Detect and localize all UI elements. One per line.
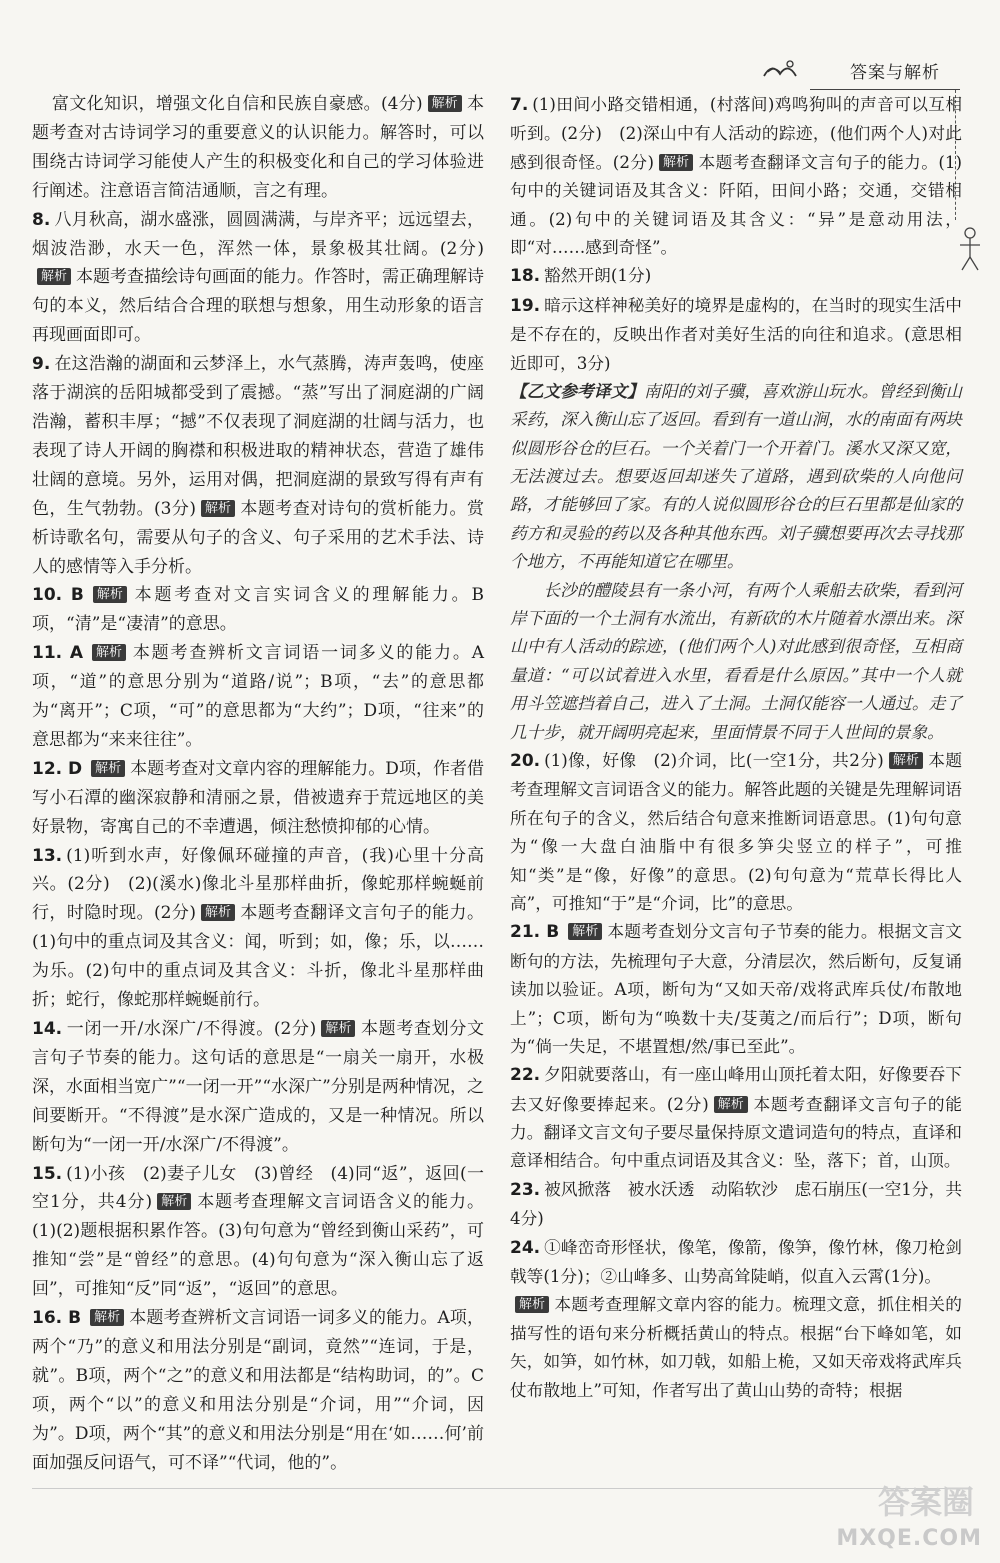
analysis-text: 本题考查辨析文言词语一词多义的能力。A项，“道”的意思分别为“道路/说”；B项，“去”的意思都为“离开”；C项，“可”的意思都为“大约”；D项，“往来”的意思都为“来来往往”。 (32, 643, 484, 750)
page-header (800, 50, 960, 90)
left-column (32, 90, 484, 1478)
answer-item-12 (32, 755, 484, 842)
analysis-text: 本题考查翻译文言句子的能力。翻译文言文句子要尽量保持原文遣词造句的特点，直译和意译相结合。句中重点词语及其含义：坠，落下；首，山顶。 (510, 1093, 962, 1171)
analysis-text: 本题考查理解文言词语含义的能力。(1)(2)题根据积累作答。(3)句句意为“曾经到衡山采药”，可推知“尝”是“曾经”的意思。(4)句句意为“深入衡山忘了返回”，可推知“反”同“返”，“返回”的意思。 (32, 1192, 485, 1300)
answer-item-15 (32, 1160, 484, 1305)
question-number: 16. B (32, 1308, 82, 1329)
analysis-tag: 解析 (90, 1309, 124, 1326)
answer-text: 被风掀落 被水沃透 动陷软沙 虑石崩压(一空1分，共4分) (510, 1178, 962, 1229)
analysis-text: 本题考查描绘诗句画面的能力。作答时，需正确理解诗句的本义，然后结合合理的联想与想象，用生动形象的语言再现画面即可。 (32, 267, 485, 346)
answer-text: 暗示这样神秘美好的境界是虚构的，在当时的现实生活中是不存在的，反映出作者对美好生活的向往和追求。(意思相近即可，3分) (510, 294, 962, 373)
answer-item-16 (32, 1304, 484, 1477)
answer-text: 富文化知识，增强文化自信和民族自豪感。(4分) (52, 94, 423, 114)
translation-text: 南阳的刘子骥，喜欢游山玩水。曾经到衡山采药，深入衡山忘了返回。看到有一道山涧，水的南面有两块似圆形谷仓的巨石。一个关着门一个开着门。溪水又深又宽，无法渡过去。想要返回却迷失了道路，遇到砍柴的人向他问路，才能够回了家。有的人说似圆形谷仓的巨石里都是仙家的药方和灵验的药以及各种其他东西。刘子骥想要再次去寻找那个地方，不再能知道它在哪里。 (510, 380, 963, 572)
answer-item-7 (510, 90, 962, 261)
answer-item-10 (32, 581, 484, 639)
question-number: 19. (510, 295, 541, 316)
analysis-text: 本题考查对文章内容的理解能力。D项，作者借写小石潭的幽深寂静和清丽之景，借被遗弃于荒远地区的美好景物，寄寓自己的不幸遭遇，倾注愁愤抑郁的心情。 (32, 758, 484, 837)
answer-text: ①峰峦奇形怪状，像笔，像箭，像笋，像竹林，像刀枪剑戟等(1分)；②山峰多、山势高耸陡峭，似直入云霄(1分)。 (510, 1236, 962, 1287)
analysis-tag: 解析 (714, 1096, 748, 1113)
answer-item (32, 90, 484, 206)
question-number: 13. (32, 845, 63, 866)
question-number: 7. (510, 95, 529, 115)
answer-item-19 (510, 291, 962, 377)
answer-item-11 (32, 639, 484, 755)
analysis-tag: 解析 (93, 586, 127, 603)
analysis-tag: 解析 (157, 1193, 191, 1210)
answer-item-20 (510, 746, 962, 917)
analysis-tag: 解析 (201, 904, 235, 921)
analysis-tag: 解析 (428, 95, 462, 112)
answer-item-9 (32, 350, 484, 581)
answer-item-18 (510, 261, 962, 290)
answer-item-23 (510, 1175, 962, 1233)
answer-item-13 (32, 842, 484, 1015)
watermark-cn: 答案圈 (877, 1483, 974, 1521)
answer-item-21 (510, 917, 962, 1060)
analysis-tag: 解析 (91, 760, 125, 777)
question-number: 9. (32, 354, 51, 375)
header-title: 答案与解析 (850, 63, 940, 83)
right-column (510, 90, 962, 1404)
question-number: 20. (510, 750, 541, 771)
analysis-text: 本题考查对诗句的赏析能力。赏析诗歌名句，需要从句子的含义、句子采用的艺术手法、诗人的感情等入手分析。 (32, 498, 484, 577)
question-number: 12. D (32, 758, 83, 779)
question-number: 14. (32, 1019, 63, 1039)
analysis-text: 本题考查翻译文言句子的能力。(1)句中的重点词及其含义：闻，听到；如，像；乐，以……为乐。(2)句中的重点词及其含义：斗折，像北斗星那样曲折；蛇行，像蛇那样蜿蜒前行。 (32, 903, 484, 1011)
analysis-tag: 解析 (321, 1020, 355, 1037)
translation-paragraph-1 (510, 377, 962, 576)
analysis-tag: 解析 (37, 268, 71, 285)
translation-paragraph-2 (510, 576, 962, 746)
answer-text: (1)小孩 (2)妻子儿女 (3)曾经 (4)同“返”，返回(一空1分，共4分) (32, 1163, 484, 1213)
watermark-url: MXQE.COM (836, 1526, 982, 1551)
question-number: 10. B (32, 585, 84, 606)
answer-text: 在这浩瀚的湖面和云梦泽上，水气蒸腾，涛声轰鸣，使座落于湖滨的岳阳城都受到了震撼。“蒸”写出了洞庭湖的广阔浩瀚，蓄积丰厚；“撼”不仅表现了洞庭湖的壮阔与活力，也表现了诗人开阔的胸襟和积极进取的精神状态，营造了雄伟壮阔的意境。另外，运用对偶，把洞庭湖的景致写得有声有色，生气勃勃。(3分) (32, 354, 484, 519)
analysis-tag: 解析 (92, 644, 126, 661)
question-number: 15. (32, 1163, 63, 1184)
translation-label: 【乙文参考译文】 (510, 380, 644, 401)
analysis-text: 本题考查辨析文言词语一词多义的能力。A项，两个“乃”的意义和用法分别是“副词，竟然”“连词，于是，就”。B项，两个“之”的意义和用法都是“结构助词，的”。C项，两个“以”的意义和用法分别是“介词，用”“介词，因为”。D项，两个“其”的意义和用法分别是“用在‘如……何’前面加强反问语气，可不译”“代词，他的”。 (32, 1308, 484, 1473)
analysis-text: 本题考查划分文言句子节奏的能力。这句话的意思是“一扇关一扇开，水极深，水面相当宽广”“一闭一开”“水深广”分别是两种情况，之间要断开。“不得渡”是水深广造成的，又是一种情况。所以断句为“一闭一开/水深广/不得渡”。 (32, 1019, 484, 1155)
analysis-tag: 解析 (568, 923, 602, 940)
analysis-tag: 解析 (889, 752, 923, 769)
analysis-text: 本题考查对文言实词含义的理解能力。B项，“清”是“凄清”的意思。 (32, 585, 484, 635)
answer-item-14 (32, 1015, 484, 1160)
question-number: 8. (32, 209, 51, 230)
footer-rule (32, 1488, 960, 1489)
analysis-text: 本题考查对古诗词学习的重要意义的认识能力。解答时，可以围绕古诗词学习能使人产生的积极变化和自己的学习体验进行阐述。注意语言简洁通顺，言之有理。 (32, 94, 485, 201)
analysis-tag: 解析 (515, 1296, 549, 1313)
question-number: 18. (510, 266, 541, 287)
answer-item-8 (32, 206, 484, 351)
watermark-logo (836, 1479, 992, 1559)
analysis-tag: 解析 (201, 500, 235, 517)
answer-text: 一闭一开/水深广/不得渡。(2分) (66, 1019, 317, 1039)
answer-text: 豁然开朗(1分) (544, 265, 652, 286)
book-logo-icon (760, 52, 800, 86)
question-number: 22. (510, 1065, 541, 1086)
answer-text: (1)像，好像 (2)介词，比(一空1分，共2分) (544, 749, 884, 770)
answer-text: (1)听到水声，好像佩环碰撞的声音，(我)心里十分高兴。(2分) (2)(溪水)像北斗星那样曲折，像蛇那样蜿蜒前行，时隐时现。(2分) (32, 845, 484, 924)
analysis-text: 本题考查划分文言句子节奏的能力。根据文言文断句的方法，先梳理句子大意，分清层次，然后断句，反复诵读加以验证。A项，断句为“又如天帝/戏将武库兵仗/布散地上”；C项，断句为“唤数十夫/芟荑之/而后行”；D项，断句为“倘一失足，不堪置想/然/事已至此”。 (510, 921, 962, 1056)
question-number: 23. (510, 1179, 541, 1200)
answer-text: (1)田间小路交错相通，(村落间)鸡鸣狗叫的声音可以互相听到。(2分) (2)深山中有人活动的踪迹，(他们两个人)对此感到很奇怪。(2分) (510, 94, 962, 172)
answer-item-22 (510, 1060, 962, 1175)
translation-text: 长沙的醴陵县有一条小河，有两个人乘船去砍柴，看到河岸下面的一个土洞有水流出，有新砍的木片随着水漂出来。深山中有人活动的踪迹，(他们两个人)对此感到很奇怪，互相商量道：“可以试着进入水里，看看是什么原因。”其中一个人就用斗笠遮挡着自己，进入了土洞。土洞仅能容一人通过。走了几十步，就开阔明亮起来，里面情景不同于人世间的景象。 (510, 579, 962, 742)
answer-text: 八月秋高，湖水盛涨，圆圆满满，与岸齐平；远远望去，烟波浩渺，水天一色，浑然一体，景象极其壮阔。(2分) (32, 209, 484, 259)
question-number: 21. B (510, 922, 560, 943)
analysis-text: 本题考查理解文章内容的能力。梳理文意，抓住相关的描写性的语句来分析概括黄山的特点。根据“台下峰如笔，如矢，如笋，如竹林，如刀戟，如船上桅，又如天帝戏将武库兵仗布散地上”可知，作者写出了黄山山势的奇特；根据 (510, 1294, 962, 1400)
question-number: 11. A (32, 643, 84, 664)
analysis-tag: 解析 (659, 154, 693, 171)
analysis-text: 本题考查理解文言词语含义的能力。解答此题的关键是先理解词语所在句子的含义，然后结合句意来推断词语意思。(1)句句意为“像一大盘白油脂中有很多笋尖竖立的样子”，可推知“类”是“像，好像”的意思。(2)句句意为“荒草长得比人高”，可推知“于”是“介词，比”的意思。 (510, 749, 963, 913)
answer-item-24 (510, 1233, 962, 1404)
analysis-text: 本题考查翻译文言句子的能力。(1)句中的关键词语及其含义：阡陌，田间小路；交通，交错相通。(2)句中的关键词语及其含义：“异”是意动用法，即“对……感到奇怪”。 (510, 151, 963, 257)
answer-text: 夕阳就要落山，有一座山峰用山顶托着太阳，好像要吞下去又好像要捧起来。(2分) (510, 1064, 962, 1114)
question-number: 24. (510, 1237, 541, 1258)
